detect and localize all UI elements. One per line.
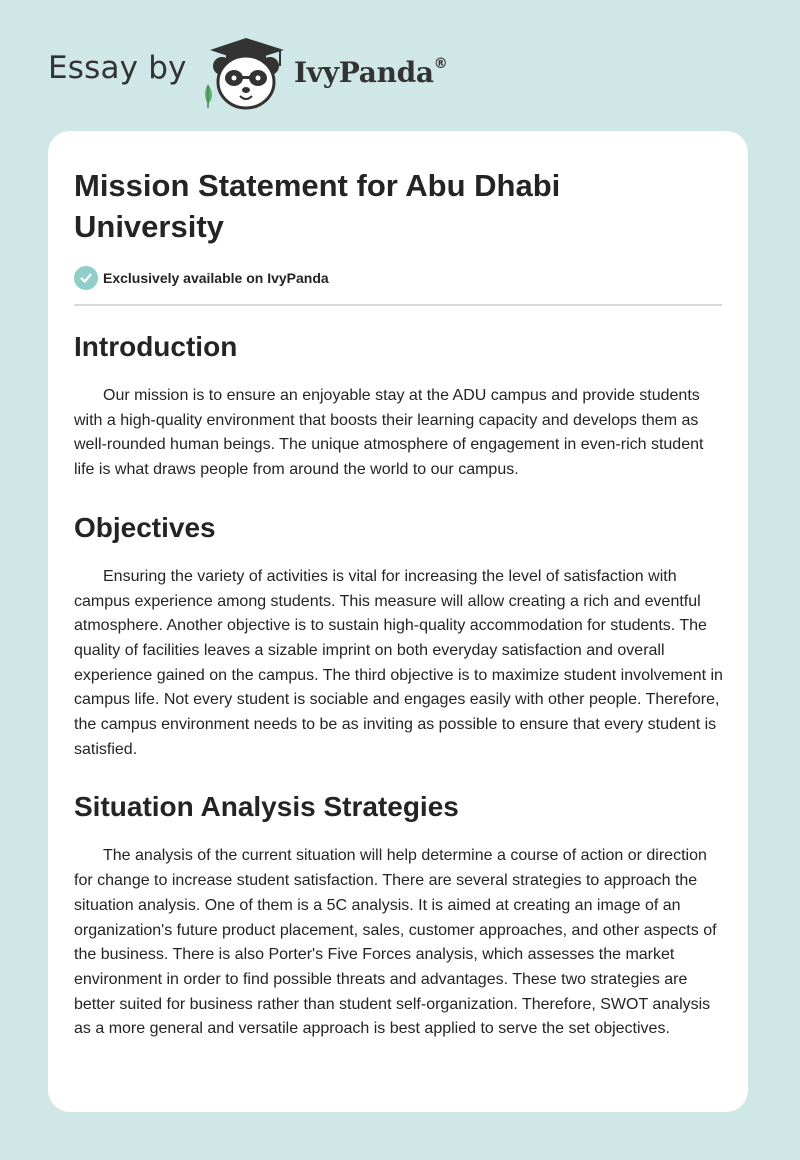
section-paragraph: Ensuring the variety of activities is vital for increasing the level of satisfaction with campus experience among students. This measure will allow creating a rich and eventful atmosphere. Another objective is to sustain high-quality accommodation for students. The quality of facilities leaves a sizable imprint on both everyday satisfaction and overall experience gained on the campus. The third objective is to maximize student involvement in campus life. Not every student is sociable and engages easily with other people. Therefore, the campus environment needs to be as inviting as possible to ensure that every student is satisfied. bbox=[74, 567, 723, 758]
essay-by-label: Essay by bbox=[48, 50, 187, 86]
brand-name[interactable]: IvyPanda® bbox=[294, 55, 448, 89]
panda-graduate-icon[interactable] bbox=[200, 36, 292, 110]
divider bbox=[74, 304, 722, 306]
section-introduction bbox=[74, 328, 722, 483]
exclusive-badge bbox=[74, 265, 722, 291]
section-paragraph: The analysis of the current situation will help determine a course of action or direction for change to increase student satisfaction. There are several strategies to approach the situation analysis. One of them is a 5C analysis. It is aimed at creating an image of an organization's future product placement, sales, customer approaches, and other aspects of the business. There is also Porter's Five Forces analysis, which assesses the market environment in order to find possible threats and advantages. These two strategies are better suited for business rather than student self-organization. Therefore, SWOT analysis as a more general and versatile approach is best applied to serve the set objectives. bbox=[74, 847, 717, 1038]
badge-label: Exclusively available on IvyPanda bbox=[103, 270, 329, 286]
page-title: Mission Statement for Abu Dhabi University bbox=[74, 168, 561, 244]
section-heading: Objectives bbox=[74, 511, 216, 543]
section-paragraph: Our mission is to ensure an enjoyable stay at the ADU campus and provide students with a high-quality environment that boosts their learning capacity and develops them as well-rounded human beings. The unique atmosphere of engagement in even-rich student life is what draws people from around the world to our campus. bbox=[74, 387, 704, 479]
check-icon bbox=[74, 266, 98, 290]
section-objectives bbox=[74, 509, 722, 763]
section-situation-analysis bbox=[74, 788, 722, 1042]
article-card bbox=[48, 131, 748, 1112]
section-heading: Situation Analysis Strategies bbox=[74, 791, 459, 823]
section-heading: Introduction bbox=[74, 331, 238, 362]
site-header bbox=[48, 34, 748, 110]
